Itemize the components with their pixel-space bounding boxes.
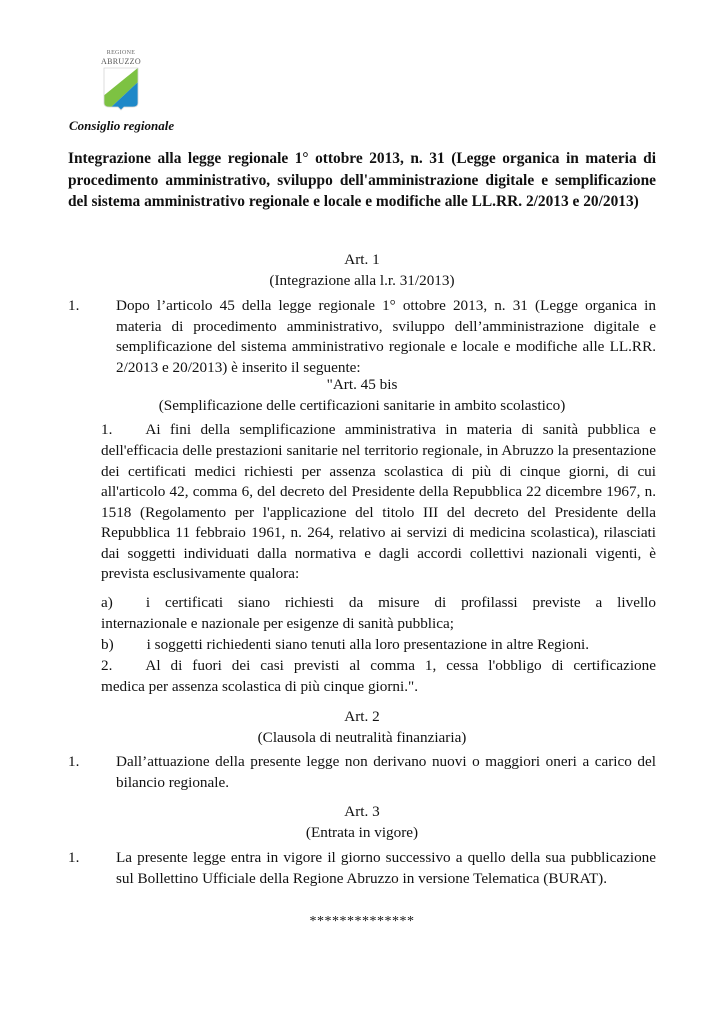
article-45-bis-paragraph-1-body: dell'efficacia delle prestazioni sanitarie nel territorio regionale, in Abruzzo la presentazione dei certificati medici richiesti per assenza scolastica di più di cinque giorni, di cui all'articolo 42, comma 6, del decreto del Presidente della Repubblica 22 dicembre 1967, n. 1518 (Regolamento per l'applicazione del titolo III del decreto del Presidente della Repubblica 11 febbraio 1961, n. 264, relativo ai servizi di medicina scolastica), rilasciati dai soggetti individuati dalla normativa e dagli accordi collettivi nazionali vigenti, è prevista esclusivamente qualora:: [101, 442, 656, 582]
article-2-heading: Art. 2: [344, 708, 380, 725]
article-3-heading: Art. 3: [344, 803, 380, 820]
article-45-bis-paragraph-2-continuation: medica per assenza scolastica di più cinque giorni.".: [101, 678, 419, 695]
paragraph-text: Ai fini della semplificazione amministrativa in materia di sanità pubblica e: [145, 421, 656, 438]
article-3-paragraph-number: 1.: [68, 849, 80, 866]
article-45-bis-paragraph-1-first-line: [101, 420, 656, 441]
article-2-subtitle: (Clausola di neutralità finanziaria): [257, 729, 467, 746]
article-1-heading: Art. 1: [344, 251, 380, 268]
document-title: Integrazione alla legge regionale 1° ottobre 2013, n. 31 (Legge organica in materia di procedimento amministrativo, sviluppo dell'amministrazione digitale e semplificazione del sistema amministrativo regionale e locale e modifiche alle LL.RR. 2/2013 e 20/2013): [68, 150, 656, 210]
paragraph-number: 1.: [101, 421, 113, 438]
article-2-paragraph-number: 1.: [68, 753, 80, 770]
paragraph-number: 2.: [101, 657, 113, 674]
article-45-bis-heading: "Art. 45 bis: [326, 376, 398, 393]
item-a-label: a): [101, 594, 113, 611]
article-1-paragraph-number: 1.: [68, 297, 80, 314]
regione-abruzzo-logo: [98, 50, 144, 111]
item-a-first-line: [101, 593, 656, 614]
article-45-bis-subtitle: (Semplificazione delle certificazioni sanitarie in ambito scolastico): [158, 397, 566, 414]
article-3-subtitle: (Entrata in vigore): [305, 824, 419, 841]
item-b: [101, 635, 656, 656]
article-45-bis-paragraph-2-first-line: [101, 656, 656, 677]
article-1-subtitle: (Integrazione alla l.r. 31/2013): [269, 272, 455, 289]
article-3-paragraph-text: La presente legge entra in vigore il giorno successivo a quello della sua pubblicazione sul Bollettino Ufficiale della Regione Abruzzo in versione Telematica (BURAT).: [116, 849, 656, 887]
article-2-paragraph-text: Dall’attuazione della presente legge non derivano nuovi o maggiori oneri a carico del bilancio regionale.: [116, 753, 656, 791]
end-of-document-marker: **************: [309, 914, 415, 929]
council-name: Consiglio regionale: [69, 118, 175, 133]
logo-line-abruzzo: ABRUZZO: [101, 57, 141, 66]
paragraph-text: Al di fuori dei casi previsti al comma 1, cessa l'obbligo di certificazione: [145, 657, 656, 674]
logo-line-regione: REGIONE: [106, 50, 136, 56]
item-a-text: i certificati siano richiesti da misure di profilassi previste a livello: [145, 594, 656, 611]
regione-abruzzo-crest-icon: [103, 67, 139, 111]
item-b-text: i soggetti richiedenti siano tenuti alla loro presentazione in altre Regioni.: [146, 636, 590, 653]
item-a-continuation: internazionale e nazionale per esigenze di sanità pubblica;: [101, 615, 454, 632]
article-1-paragraph-text: Dopo l’articolo 45 della legge regionale 1° ottobre 2013, n. 31 (Legge organica in materia di procedimento amministrativo, sviluppo dell’amministrazione digitale e semplificazione del sistema amministrativo regionale e locale e modifiche alle LL.RR. 2/2013 e 20/2013) è inserito il seguente:: [116, 297, 656, 376]
item-b-label: b): [101, 636, 114, 653]
